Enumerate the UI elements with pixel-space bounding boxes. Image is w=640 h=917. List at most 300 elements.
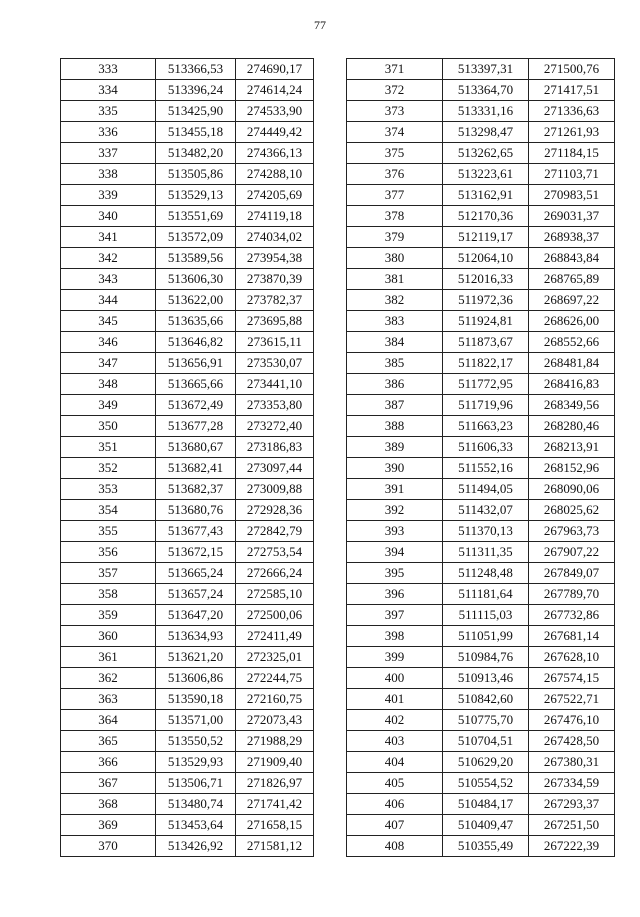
table-row <box>61 437 314 458</box>
x-coordinate-cell: 513550,52 <box>156 731 236 752</box>
x-coordinate-cell: 513635,66 <box>156 311 236 332</box>
point-number-cell: 353 <box>61 479 156 500</box>
point-number-cell: 391 <box>347 479 443 500</box>
x-coordinate-cell: 513426,92 <box>156 836 236 857</box>
y-coordinate-cell: 268481,84 <box>529 353 615 374</box>
x-coordinate-cell: 513366,53 <box>156 59 236 80</box>
point-number-cell: 379 <box>347 227 443 248</box>
point-number-cell: 357 <box>61 563 156 584</box>
y-coordinate-cell: 271184,15 <box>529 143 615 164</box>
table-row <box>347 437 615 458</box>
point-number-cell: 364 <box>61 710 156 731</box>
y-coordinate-cell: 267522,71 <box>529 689 615 710</box>
point-number-cell: 383 <box>347 311 443 332</box>
point-number-cell: 403 <box>347 731 443 752</box>
x-coordinate-cell: 511115,03 <box>443 605 529 626</box>
table-row <box>347 752 615 773</box>
table-row <box>61 290 314 311</box>
table-row <box>347 710 615 731</box>
point-number-cell: 371 <box>347 59 443 80</box>
x-coordinate-cell: 510409,47 <box>443 815 529 836</box>
table-row <box>61 605 314 626</box>
table-row <box>347 689 615 710</box>
x-coordinate-cell: 512119,17 <box>443 227 529 248</box>
table-row <box>61 143 314 164</box>
x-coordinate-cell: 513656,91 <box>156 353 236 374</box>
table-row <box>61 185 314 206</box>
y-coordinate-cell: 267849,07 <box>529 563 615 584</box>
point-number-cell: 374 <box>347 122 443 143</box>
x-coordinate-cell: 513455,18 <box>156 122 236 143</box>
y-coordinate-cell: 273097,44 <box>236 458 314 479</box>
x-coordinate-cell: 513480,74 <box>156 794 236 815</box>
table-row <box>347 248 615 269</box>
y-coordinate-cell: 267963,73 <box>529 521 615 542</box>
x-coordinate-cell: 513331,16 <box>443 101 529 122</box>
x-coordinate-cell: 513606,86 <box>156 668 236 689</box>
table-row <box>61 353 314 374</box>
y-coordinate-cell: 272073,43 <box>236 710 314 731</box>
x-coordinate-cell: 510629,20 <box>443 752 529 773</box>
table-row <box>347 521 615 542</box>
y-coordinate-cell: 274366,13 <box>236 143 314 164</box>
point-number-cell: 337 <box>61 143 156 164</box>
point-number-cell: 407 <box>347 815 443 836</box>
y-coordinate-cell: 271261,93 <box>529 122 615 143</box>
table-row <box>347 185 615 206</box>
y-coordinate-cell: 272325,01 <box>236 647 314 668</box>
point-number-cell: 399 <box>347 647 443 668</box>
table-row <box>347 563 615 584</box>
y-coordinate-cell: 272244,75 <box>236 668 314 689</box>
table-row <box>61 626 314 647</box>
point-number-cell: 380 <box>347 248 443 269</box>
point-number-cell: 348 <box>61 374 156 395</box>
point-number-cell: 349 <box>61 395 156 416</box>
x-coordinate-cell: 513162,91 <box>443 185 529 206</box>
x-coordinate-cell: 513621,20 <box>156 647 236 668</box>
point-number-cell: 408 <box>347 836 443 857</box>
table-row <box>61 647 314 668</box>
x-coordinate-cell: 511494,05 <box>443 479 529 500</box>
y-coordinate-cell: 271336,63 <box>529 101 615 122</box>
y-coordinate-cell: 274034,02 <box>236 227 314 248</box>
y-coordinate-cell: 272411,49 <box>236 626 314 647</box>
point-number-cell: 406 <box>347 794 443 815</box>
x-coordinate-cell: 510984,76 <box>443 647 529 668</box>
y-coordinate-cell: 274119,18 <box>236 206 314 227</box>
table-row <box>347 332 615 353</box>
table-row <box>61 710 314 731</box>
table-row <box>61 815 314 836</box>
y-coordinate-cell: 273009,88 <box>236 479 314 500</box>
x-coordinate-cell: 513677,43 <box>156 521 236 542</box>
y-coordinate-cell: 273530,07 <box>236 353 314 374</box>
table-row <box>61 227 314 248</box>
point-number-cell: 344 <box>61 290 156 311</box>
point-number-cell: 395 <box>347 563 443 584</box>
y-coordinate-cell: 267380,31 <box>529 752 615 773</box>
table-row <box>61 479 314 500</box>
x-coordinate-cell: 513506,71 <box>156 773 236 794</box>
y-coordinate-cell: 268152,96 <box>529 458 615 479</box>
point-number-cell: 339 <box>61 185 156 206</box>
table-row <box>347 626 615 647</box>
y-coordinate-cell: 267428,50 <box>529 731 615 752</box>
x-coordinate-cell: 513657,24 <box>156 584 236 605</box>
table-row <box>61 836 314 857</box>
y-coordinate-cell: 267251,50 <box>529 815 615 836</box>
y-coordinate-cell: 268090,06 <box>529 479 615 500</box>
y-coordinate-cell: 267907,22 <box>529 542 615 563</box>
y-coordinate-cell: 271417,51 <box>529 80 615 101</box>
x-coordinate-cell: 511181,64 <box>443 584 529 605</box>
x-coordinate-cell: 511719,96 <box>443 395 529 416</box>
table-row <box>347 731 615 752</box>
table-row <box>61 500 314 521</box>
point-number-cell: 360 <box>61 626 156 647</box>
point-number-cell: 366 <box>61 752 156 773</box>
y-coordinate-cell: 272666,24 <box>236 563 314 584</box>
y-coordinate-cell: 268938,37 <box>529 227 615 248</box>
y-coordinate-cell: 268213,91 <box>529 437 615 458</box>
x-coordinate-cell: 513680,76 <box>156 500 236 521</box>
x-coordinate-cell: 513262,65 <box>443 143 529 164</box>
point-number-cell: 336 <box>61 122 156 143</box>
page-number: 77 <box>314 18 326 32</box>
table-row <box>61 269 314 290</box>
table-row <box>61 689 314 710</box>
y-coordinate-cell: 273441,10 <box>236 374 314 395</box>
y-coordinate-cell: 274690,17 <box>236 59 314 80</box>
y-coordinate-cell: 268765,89 <box>529 269 615 290</box>
x-coordinate-cell: 513665,66 <box>156 374 236 395</box>
x-coordinate-cell: 510704,51 <box>443 731 529 752</box>
point-number-cell: 396 <box>347 584 443 605</box>
x-coordinate-cell: 513672,49 <box>156 395 236 416</box>
table-row <box>61 521 314 542</box>
point-number-cell: 359 <box>61 605 156 626</box>
table-row <box>347 605 615 626</box>
coordinates-table-left <box>60 58 314 857</box>
point-number-cell: 386 <box>347 374 443 395</box>
x-coordinate-cell: 511772,95 <box>443 374 529 395</box>
point-number-cell: 384 <box>347 332 443 353</box>
y-coordinate-cell: 272160,75 <box>236 689 314 710</box>
y-coordinate-cell: 267293,37 <box>529 794 615 815</box>
point-number-cell: 398 <box>347 626 443 647</box>
x-coordinate-cell: 513677,28 <box>156 416 236 437</box>
point-number-cell: 358 <box>61 584 156 605</box>
y-coordinate-cell: 267681,14 <box>529 626 615 647</box>
point-number-cell: 342 <box>61 248 156 269</box>
point-number-cell: 355 <box>61 521 156 542</box>
x-coordinate-cell: 513682,37 <box>156 479 236 500</box>
point-number-cell: 397 <box>347 605 443 626</box>
point-number-cell: 356 <box>61 542 156 563</box>
point-number-cell: 387 <box>347 395 443 416</box>
table-row <box>61 416 314 437</box>
x-coordinate-cell: 511873,67 <box>443 332 529 353</box>
table-row <box>61 206 314 227</box>
x-coordinate-cell: 513647,20 <box>156 605 236 626</box>
point-number-cell: 334 <box>61 80 156 101</box>
table-row <box>61 542 314 563</box>
x-coordinate-cell: 513529,93 <box>156 752 236 773</box>
y-coordinate-cell: 273695,88 <box>236 311 314 332</box>
table-row <box>347 836 615 857</box>
x-coordinate-cell: 513646,82 <box>156 332 236 353</box>
table-row <box>347 815 615 836</box>
y-coordinate-cell: 268843,84 <box>529 248 615 269</box>
point-number-cell: 392 <box>347 500 443 521</box>
point-number-cell: 400 <box>347 668 443 689</box>
table-row <box>61 395 314 416</box>
table-row <box>347 458 615 479</box>
y-coordinate-cell: 268349,56 <box>529 395 615 416</box>
point-number-cell: 402 <box>347 710 443 731</box>
x-coordinate-cell: 513672,15 <box>156 542 236 563</box>
y-coordinate-cell: 267789,70 <box>529 584 615 605</box>
y-coordinate-cell: 271909,40 <box>236 752 314 773</box>
table-row <box>61 374 314 395</box>
x-coordinate-cell: 513453,64 <box>156 815 236 836</box>
y-coordinate-cell: 273782,37 <box>236 290 314 311</box>
y-coordinate-cell: 272753,54 <box>236 542 314 563</box>
point-number-cell: 378 <box>347 206 443 227</box>
y-coordinate-cell: 268697,22 <box>529 290 615 311</box>
point-number-cell: 393 <box>347 521 443 542</box>
x-coordinate-cell: 513634,93 <box>156 626 236 647</box>
table-row <box>61 101 314 122</box>
y-coordinate-cell: 272928,36 <box>236 500 314 521</box>
point-number-cell: 385 <box>347 353 443 374</box>
point-number-cell: 335 <box>61 101 156 122</box>
table-row <box>61 584 314 605</box>
y-coordinate-cell: 273615,11 <box>236 332 314 353</box>
x-coordinate-cell: 513682,41 <box>156 458 236 479</box>
point-number-cell: 341 <box>61 227 156 248</box>
y-coordinate-cell: 268025,62 <box>529 500 615 521</box>
table-row <box>347 500 615 521</box>
y-coordinate-cell: 268626,00 <box>529 311 615 332</box>
table-row <box>61 122 314 143</box>
x-coordinate-cell: 513529,13 <box>156 185 236 206</box>
y-coordinate-cell: 268416,83 <box>529 374 615 395</box>
table-row <box>347 668 615 689</box>
x-coordinate-cell: 513551,69 <box>156 206 236 227</box>
x-coordinate-cell: 513680,67 <box>156 437 236 458</box>
table-row <box>61 563 314 584</box>
point-number-cell: 365 <box>61 731 156 752</box>
table-row <box>347 353 615 374</box>
y-coordinate-cell: 267476,10 <box>529 710 615 731</box>
y-coordinate-cell: 267628,10 <box>529 647 615 668</box>
table-row <box>347 227 615 248</box>
y-coordinate-cell: 274288,10 <box>236 164 314 185</box>
table-row <box>347 416 615 437</box>
point-number-cell: 345 <box>61 311 156 332</box>
table-row <box>61 794 314 815</box>
table-row <box>347 395 615 416</box>
y-coordinate-cell: 269031,37 <box>529 206 615 227</box>
x-coordinate-cell: 511924,81 <box>443 311 529 332</box>
point-number-cell: 340 <box>61 206 156 227</box>
x-coordinate-cell: 511370,13 <box>443 521 529 542</box>
point-number-cell: 404 <box>347 752 443 773</box>
y-coordinate-cell: 267574,15 <box>529 668 615 689</box>
table-row <box>61 773 314 794</box>
x-coordinate-cell: 513665,24 <box>156 563 236 584</box>
table-row <box>61 332 314 353</box>
point-number-cell: 375 <box>347 143 443 164</box>
x-coordinate-cell: 513571,00 <box>156 710 236 731</box>
point-number-cell: 390 <box>347 458 443 479</box>
y-coordinate-cell: 271500,76 <box>529 59 615 80</box>
y-coordinate-cell: 272585,10 <box>236 584 314 605</box>
point-number-cell: 394 <box>347 542 443 563</box>
table-row <box>61 311 314 332</box>
point-number-cell: 381 <box>347 269 443 290</box>
x-coordinate-cell: 511248,48 <box>443 563 529 584</box>
x-coordinate-cell: 510842,60 <box>443 689 529 710</box>
table-row <box>61 752 314 773</box>
x-coordinate-cell: 511552,16 <box>443 458 529 479</box>
table-row <box>61 59 314 80</box>
y-coordinate-cell: 272842,79 <box>236 521 314 542</box>
point-number-cell: 368 <box>61 794 156 815</box>
point-number-cell: 338 <box>61 164 156 185</box>
y-coordinate-cell: 267732,86 <box>529 605 615 626</box>
point-number-cell: 351 <box>61 437 156 458</box>
x-coordinate-cell: 510913,46 <box>443 668 529 689</box>
point-number-cell: 401 <box>347 689 443 710</box>
x-coordinate-cell: 512170,36 <box>443 206 529 227</box>
table-row <box>347 59 615 80</box>
point-number-cell: 370 <box>61 836 156 857</box>
point-number-cell: 367 <box>61 773 156 794</box>
table-row <box>61 248 314 269</box>
y-coordinate-cell: 268280,46 <box>529 416 615 437</box>
point-number-cell: 369 <box>61 815 156 836</box>
x-coordinate-cell: 511432,07 <box>443 500 529 521</box>
y-coordinate-cell: 271826,97 <box>236 773 314 794</box>
point-number-cell: 376 <box>347 164 443 185</box>
x-coordinate-cell: 511606,33 <box>443 437 529 458</box>
x-coordinate-cell: 513606,30 <box>156 269 236 290</box>
x-coordinate-cell: 510484,17 <box>443 794 529 815</box>
table-row <box>347 542 615 563</box>
point-number-cell: 373 <box>347 101 443 122</box>
table-row <box>61 668 314 689</box>
y-coordinate-cell: 272500,06 <box>236 605 314 626</box>
point-number-cell: 377 <box>347 185 443 206</box>
table-row <box>347 479 615 500</box>
x-coordinate-cell: 511822,17 <box>443 353 529 374</box>
x-coordinate-cell: 510554,52 <box>443 773 529 794</box>
table-row <box>347 101 615 122</box>
point-number-cell: 354 <box>61 500 156 521</box>
x-coordinate-cell: 513396,24 <box>156 80 236 101</box>
point-number-cell: 405 <box>347 773 443 794</box>
x-coordinate-cell: 513425,90 <box>156 101 236 122</box>
x-coordinate-cell: 513397,31 <box>443 59 529 80</box>
y-coordinate-cell: 267334,59 <box>529 773 615 794</box>
point-number-cell: 346 <box>61 332 156 353</box>
x-coordinate-cell: 513589,56 <box>156 248 236 269</box>
x-coordinate-cell: 512064,10 <box>443 248 529 269</box>
y-coordinate-cell: 270983,51 <box>529 185 615 206</box>
table-row <box>347 374 615 395</box>
table-row <box>347 584 615 605</box>
y-coordinate-cell: 271988,29 <box>236 731 314 752</box>
x-coordinate-cell: 513590,18 <box>156 689 236 710</box>
y-coordinate-cell: 274205,69 <box>236 185 314 206</box>
table-row <box>347 164 615 185</box>
point-number-cell: 352 <box>61 458 156 479</box>
table-row <box>347 311 615 332</box>
point-number-cell: 362 <box>61 668 156 689</box>
table-row <box>347 206 615 227</box>
table-row <box>347 773 615 794</box>
table-row <box>347 647 615 668</box>
table-row <box>347 290 615 311</box>
point-number-cell: 347 <box>61 353 156 374</box>
y-coordinate-cell: 273186,83 <box>236 437 314 458</box>
y-coordinate-cell: 267222,39 <box>529 836 615 857</box>
table-row <box>347 122 615 143</box>
x-coordinate-cell: 513364,70 <box>443 80 529 101</box>
x-coordinate-cell: 511972,36 <box>443 290 529 311</box>
point-number-cell: 350 <box>61 416 156 437</box>
y-coordinate-cell: 273870,39 <box>236 269 314 290</box>
y-coordinate-cell: 271581,12 <box>236 836 314 857</box>
x-coordinate-cell: 511311,35 <box>443 542 529 563</box>
y-coordinate-cell: 271658,15 <box>236 815 314 836</box>
x-coordinate-cell: 513298,47 <box>443 122 529 143</box>
point-number-cell: 363 <box>61 689 156 710</box>
x-coordinate-cell: 512016,33 <box>443 269 529 290</box>
point-number-cell: 333 <box>61 59 156 80</box>
x-coordinate-cell: 513223,61 <box>443 164 529 185</box>
point-number-cell: 372 <box>347 80 443 101</box>
x-coordinate-cell: 510355,49 <box>443 836 529 857</box>
point-number-cell: 388 <box>347 416 443 437</box>
y-coordinate-cell: 268552,66 <box>529 332 615 353</box>
y-coordinate-cell: 274614,24 <box>236 80 314 101</box>
x-coordinate-cell: 510775,70 <box>443 710 529 731</box>
y-coordinate-cell: 274449,42 <box>236 122 314 143</box>
point-number-cell: 389 <box>347 437 443 458</box>
table-row <box>347 143 615 164</box>
y-coordinate-cell: 271103,71 <box>529 164 615 185</box>
y-coordinate-cell: 271741,42 <box>236 794 314 815</box>
x-coordinate-cell: 513572,09 <box>156 227 236 248</box>
table-row <box>61 731 314 752</box>
y-coordinate-cell: 273954,38 <box>236 248 314 269</box>
table-row <box>61 458 314 479</box>
x-coordinate-cell: 511663,23 <box>443 416 529 437</box>
table-row <box>61 80 314 101</box>
coordinates-table-right <box>346 58 615 857</box>
y-coordinate-cell: 273272,40 <box>236 416 314 437</box>
table-row <box>61 164 314 185</box>
table-row <box>347 794 615 815</box>
point-number-cell: 382 <box>347 290 443 311</box>
y-coordinate-cell: 274533,90 <box>236 101 314 122</box>
point-number-cell: 361 <box>61 647 156 668</box>
x-coordinate-cell: 513622,00 <box>156 290 236 311</box>
